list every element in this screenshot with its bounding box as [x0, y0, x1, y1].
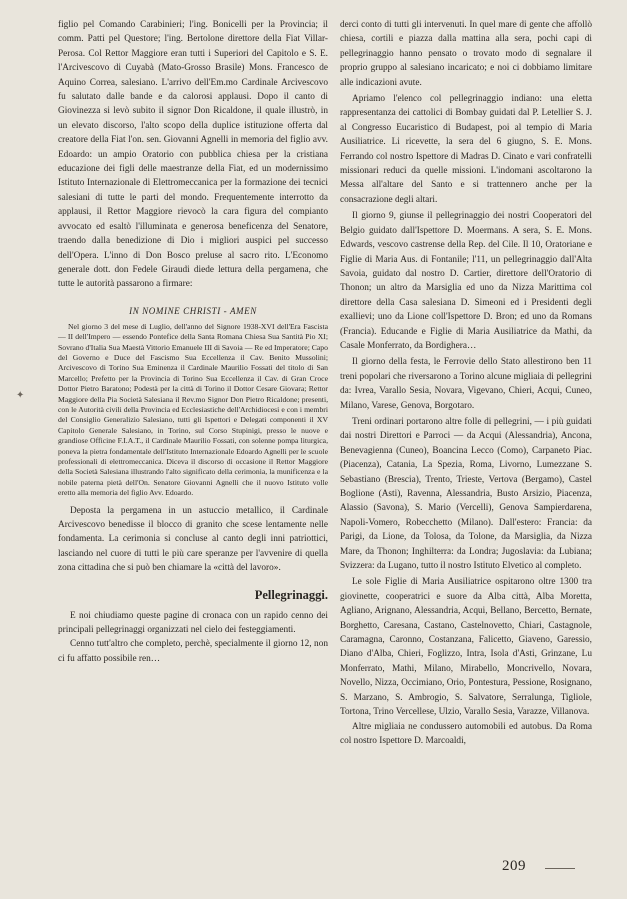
section-heading: Pellegrinaggi.: [254, 587, 328, 602]
right-paragraph-2: Apriamo l'elenco col pellegrinaggio indiano: una eletta rappresentanza dei cattolici di Bombay guidati dal P. Letellier S. J. al Congresso Eucaristico di Budapest, poi al tempio di Maria Ausiliatrice. Li ricevette, la sera del 6 giugno, S. E. Mons. Ferrando col nostro Ispettore di Madras D. Cinato e vari confratelli missionari reduci da quelle missioni. L'indomani ascoltarono la Messa all'altare del Santo e si trattennero anche per la consacrazione degli altari.: [340, 94, 592, 205]
parchment-text: Nel giorno 3 del mese di Luglio, dell'anno del Signore 1938-XVI dell'Era Fascista — II dell'Impero — essendo Pontefice della Santa Romana Chiesa Sua Santità Pio XI; Sovrano d'Italia Sua Maestà Vittorio Emanuele III di Savoia — Re ed Imperatore; Capo del Governo e Duce del Fascismo Sua Eccellenza il Cav. Benito Mussolini; Arcivescovo di Torino Sua Eminenza il Cardinale Maurilio Fossati del titolo di San Marcello; Prefetto per la Provincia di Torino Sua Eccellenza il Cav. di Gran Croce Dottor Pietro Baratono; Podestà per la città di Torino il Dottor Cesare Giovara; Rettor Maggiore della Pia Società Salesiana il Rev.mo Signor Don Pietro Ricaldone; presenti, con le Autorità civili della Provincia ed Ecclesiastiche dell'Archidiocesi e con i membri del Consiglio Generalizio Salesiano, tutti gli Ispettori e Delegati componenti il XV Capitolo Generale Salesiano, in Torino, sul Corso Stupinigi, presso le nuove e grandiose Officine F.I.A.T., il Cardinale Maurilio Fossati, con solenne pompa liturgica, poneva la pietra fondamentale dell'Istituto Internazionale Edoardo Agnelli per le scuole professionali di elettromeccanica. Diceva il discorso di occasione il Rettor Maggiore della Società Salesiana illustrando l'alto significato della cerimonia, la munificenza e la nobile paterna pietà dell'On. Senatore Giovanni Agnelli che il nuovo Istituto volle eretto alla memoria del figlio Avv. Edoardo.: [58, 321, 328, 498]
right-paragraph-5: Treni ordinari portarono altre folle di pellegrini, — i più guidati dai nostri Direttori e Parroci — da Acqui (Alessandria), Ancona, Benevagienna (Cuneo), Boancina Lecco (Como), Carpaneto Piac. (Piacenza), Catania, La Spezia, Roma, Livorno, Lumezzane S. Sebastiano (Brescia), Trento, Trieste, Vertova (Bergamo), Castel Boglione (Asti), Ravenna, Alessandria, Busto Arsizio, Piacenza, Alassio (Savona), S. Mario (Vercelli), Genova Sampierdarena, Napoli-Vomero, Robecchetto (Milano). Dall'estero: Francia: da Parigi, da Lione, da Tolosa, da Tolone, da Marsiglia, da Nizza Mare, da Thonon; Inghilterra: da Londra; Jugoslavia: da Lubiana; Svizzera: da Lugano, tutto il nostro Istituto Elvetico al completo.: [340, 416, 592, 572]
left-paragraph-2: Deposta la pergamena in un astuccio metallico, il Cardinale Arcivescovo benedisse il blocco di granito che scese lentamente nelle fondamenta. La cerimonia si concluse al canto degli inni patriottici, lasciando nel cuore di tutti le più care speranze per l'avvenire di quella zona cittadina che si può ben chiamare la «città del lavoro».: [58, 505, 328, 574]
page-number: 209: [502, 858, 526, 874]
right-paragraph-3: Il giorno 9, giunse il pellegrinaggio dei nostri Cooperatori del Belgio guidato dall'Ispettore D. Moermans. A sera, S. E. Mons. Edwards, vescovo castrense della Rep. del Cile. Il 10, Oratoriane e Figlie di Maria Aus. di Fontanile; l'11, un pellegrinaggio dall'Alta Savoia, guidato dal nostro D. Cartier, direttore dell'Oratorio di Thonon; un altro da Marsiglia ed uno da Nizza Marittima col direttore della Casa salesiana D. Simeoni ed i Presidenti degli exallievi; uno da Lione coll'Ispettore D. Bron; ed uno da Romans (Francia). Educande e Figlie di Maria Ausiliatrice da Mathi, da Casale Monferrato, da Bordighera…: [340, 211, 592, 351]
right-paragraph-6: Le sole Figlie di Maria Ausiliatrice ospitarono oltre 1300 tra giovinette, cooperatrici e suore da Alba città, Alba Moretta, Agliano, Arignano, Alessandria, Acqui, Bellano, Bercetto, Bernate, Borghetto, Caresana, Castano, Castelnovetto, Chiari, Castagnole, Caramagna, Caronno, Costanzana, Falicetto, Giaveno, Garessio, Diano d'Alba, Chieri, Foglizzo, Intra, Isola d'Asti, Grinzane, Lu Monferrato, Mathi, Milano, Mirabello, Moncrivello, Novara, Novello, Nizza, Occimiano, Orio, Pontestura, Pessione, Rosignano, S. Marzano, S. Ambrogio, S. Salvatore, Serralunga, Tigliole, Tortona, Trino Vercellese, Ulzio, Varallo Sesia, Varazze, Villanova.: [340, 577, 592, 718]
margin-mark: ✦: [16, 390, 25, 401]
right-paragraph-4: Il giorno della festa, le Ferrovie dello Stato allestirono ben 11 treni popolari che riversarono a Torino alcune migliaia di pellegrini da: Ivrea, Varallo Sesia, Novara, Vigevano, Chieri, Acqui, Cuneo, Milano, Varese, Genova, Borgotaro.: [340, 357, 592, 411]
right-column: [340, 18, 592, 748]
left-paragraph-3: E noi chiudiamo queste pagine di cronaca con un rapido cenno dei principali pellegrinaggi organizzati nel cielo dei festeggiamenti.: [58, 610, 328, 636]
left-paragraph-1: figlio pel Comando Carabinieri; l'ing. Bonicelli per la Provincia; il comm. Patti pel Questore; l'ing. Bertolone direttore della Fiat Villar-Perosa. Col Rettor Maggiore eran tutti i Superiori del Capitolo e S. E. l'Arcivescovo di Cuyabà (Mato-Grosso Brasile) Mons. Francesco de Aquino Correa, salesiano. L'arrivo dell'Em.mo Cardinale Arcivescovo fu salutato dalle bande e da calorosi applausi. Dopo il canto di Giovinezza si levò subito il signor Don Ricaldone, il quale illustrò, in un elevato discorso, l'alto scopo della duplice istituzione offerta dal creatore della Fiat l'on. sen. Giovanni Agnelli in memoria del figlio avv. Edoardo: un ampio Oratorio con pubblica chiesa per la cristiana educazione dei figli delle maestranze della Fiat, ed un modernissimo Istituto Internazionale di Elettromeccanica per la formazione dei tecnici salesiani di tutte le parti del mondo. Frequentemente interrotto da applausi, il Rettor Maggiore rievocò la cara figura del compianto avvocato ed esaltò l'illuminata e generosa beneficenza del Senatore, traendo dalla benedizione di Dio i migliori auspici pel successo dell'Opera. L'inno di Don Bosco preluse al sacro rito. L'Economo generale dott. don Fedele Giraudi diede lettura della pergamena, che tutte le autorità passarono a firmare:: [58, 20, 328, 290]
left-paragraph-4: Cenno tutt'altro che completo, perchè, specialmente il giorno 12, non ci fu affatto possibile ren…: [58, 639, 328, 664]
footer-rule: [545, 868, 575, 869]
left-column: [58, 18, 328, 666]
right-paragraph-7: Altre migliaia ne condussero automobili ed autobus. Da Roma col nostro Ispettore D. Marcoaldi,: [340, 721, 592, 746]
right-paragraph-1: derci conto di tutti gli intervenuti. In quel mare di gente che affollò chiesa, cortili e piazza dalla mattina alla sera, pochi capi di pellegrinaggio hanno pensato o trovato modo di segnalare il proprio gruppo al salesiano incaricato; e noi ci dobbiamo limitare alle indicazioni avute.: [340, 20, 592, 88]
parchment-invocation: IN NOMINE CHRISTI - AMEN: [129, 305, 257, 316]
